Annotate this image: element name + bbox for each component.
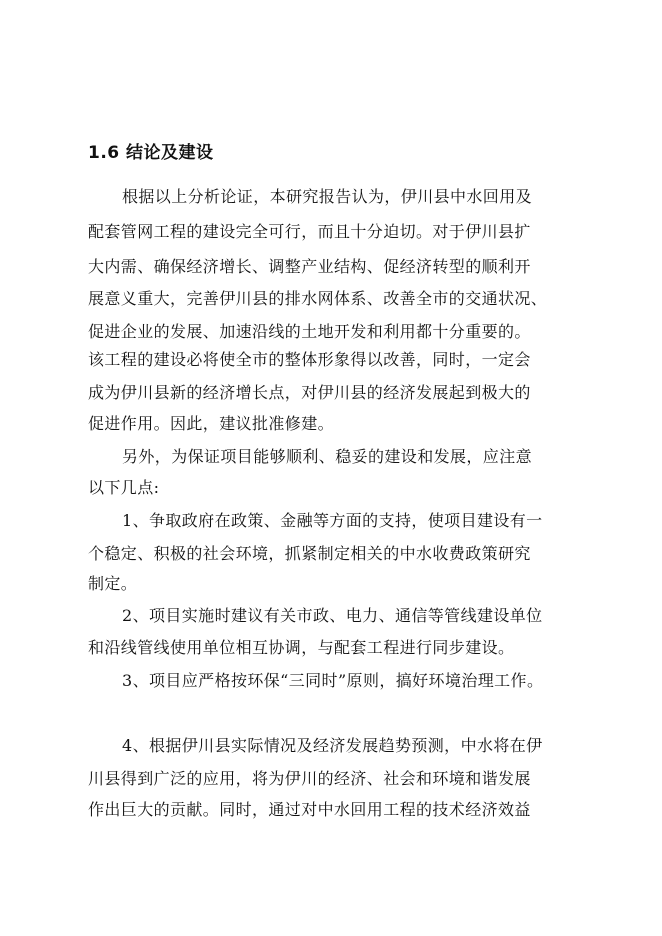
paragraph-line: 展意义重大，完善伊川县的排水网体系、改善全市的交通状况、	[88, 289, 548, 308]
list-item-line: 3、项目应严格按环保“三同时”原则，搞好环境治理工作。	[122, 671, 544, 690]
paragraph-line: 根据以上分析论证，本研究报告认为，伊川县中水回用及	[122, 187, 533, 206]
paragraph-line: 配套管网工程的建设完全可行，而且十分迫切。对于伊川县扩	[88, 222, 531, 241]
paragraph-line: 另外，为保证项目能够顺利、稳妥的建设和发展，应注意	[122, 447, 533, 466]
list-item-line: 4、根据伊川县实际情况及经济发展趋势预测，中水将在伊	[122, 736, 543, 755]
list-item-line: 和沿线管线使用单位相互协调，与配套工程进行同步建设。	[88, 638, 515, 657]
list-item-line: 1、争取政府在政策、金融等方面的支持，使项目建设有一	[122, 511, 543, 530]
list-item-line: 个稳定、积极的社会环境，抓紧制定相关的中水收费政策研究	[88, 544, 531, 563]
paragraph-line: 该工程的建设必将使全市的整体形象得以改善，同时，一定会	[88, 350, 531, 369]
paragraph-line: 大内需、确保经济增长、调整产业结构、促经济转型的顺利开	[88, 257, 531, 276]
list-item-line: 川县得到广泛的应用，将为伊川的经济、社会和环境和谐发展	[88, 769, 531, 788]
paragraph-line: 促进作用。因此，建议批准修建。	[88, 414, 335, 433]
paragraph-line: 成为伊川县新的经济增长点，对伊川县的经济发展起到极大的	[88, 383, 531, 402]
paragraph-line: 促进企业的发展、加速沿线的土地开发和利用都十分重要的。	[88, 322, 531, 341]
section-heading: 1.6 结论及建设	[88, 143, 214, 163]
list-item-line: 制定。	[88, 574, 138, 593]
list-item-line: 2、项目实施时建议有关市政、电力、通信等管线建设单位	[122, 606, 543, 625]
paragraph-line: 以下几点:	[88, 478, 160, 497]
list-item-line: 作出巨大的贡献。同时，通过对中水回用工程的技术经济效益	[88, 800, 531, 819]
